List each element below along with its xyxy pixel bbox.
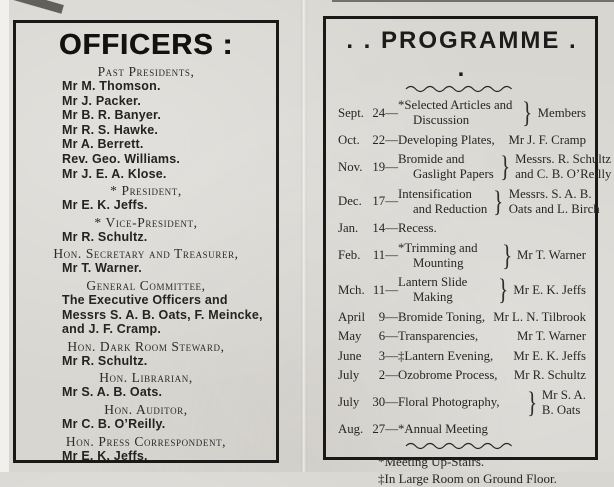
date-dash: — — [385, 159, 398, 174]
entry-presenter — [515, 152, 611, 182]
officers-section — [26, 278, 266, 337]
description-line: *Trimming and — [398, 240, 478, 255]
entry-right-group — [494, 152, 612, 182]
description-line: Discussion — [413, 113, 470, 127]
entry-description — [398, 349, 493, 364]
entry-right-group — [491, 310, 586, 325]
programme-title: . . PROGRAMME . . — [346, 27, 578, 82]
officer-name: The Executive Officers and Messrs S. A. B. Oats, F. Meincke, and J. F. Cramp. — [62, 292, 263, 337]
section-heading: * President, — [110, 183, 182, 199]
officers-section — [26, 183, 266, 213]
description-line: Mounting — [413, 255, 464, 270]
entry-day: 6 — [378, 329, 386, 343]
entry-month: July — [338, 395, 360, 409]
date-dash: — — [385, 368, 398, 382]
entry-presenter — [517, 329, 586, 344]
entry-month: Oct. — [338, 132, 360, 147]
entry-date — [338, 395, 398, 410]
officer-name: Mr R. Schultz. — [62, 353, 148, 368]
entry-day: 19 — [372, 159, 386, 174]
entry-description — [398, 221, 437, 236]
programme-entry — [338, 422, 586, 437]
description-line: Intensification — [398, 186, 472, 201]
officer-name: Mr R. Schultz. — [62, 229, 148, 244]
entry-date — [338, 221, 398, 236]
brace-glyph: } — [493, 184, 504, 218]
entry-presenter — [517, 248, 586, 263]
presenter-line: Mr J. F. Cramp — [508, 132, 586, 147]
officer-name: Mr B. R. Banyer. — [62, 108, 162, 123]
programme-entry — [338, 385, 586, 419]
entry-date — [338, 349, 398, 364]
section-heading: Hon. Dark Room Steward, — [67, 338, 225, 354]
entry-date — [338, 422, 398, 437]
entry-right-group — [515, 329, 586, 344]
description-line: *Selected Articles and — [398, 98, 513, 112]
programme-page — [323, 16, 612, 486]
description-line: Bromide and — [398, 152, 465, 166]
programme-entry — [338, 368, 586, 383]
date-dash: — — [385, 132, 398, 147]
programme-entry — [338, 275, 586, 305]
brace-glyph: } — [498, 273, 509, 306]
entry-right-group — [506, 133, 586, 148]
entry-date — [338, 283, 398, 298]
description-line: Recess. — [398, 221, 437, 235]
entry-description — [398, 329, 478, 344]
officer-name: Mr E. K. Jeffs. — [62, 448, 148, 463]
entry-day: 22 — [372, 132, 386, 147]
date-dash: — — [385, 282, 398, 297]
entry-presenter — [509, 187, 600, 217]
entry-day: 9 — [378, 309, 386, 324]
officer-name: Rev. Geo. Williams. — [62, 151, 181, 166]
entry-day: 27 — [372, 422, 386, 436]
page-fold-crease — [301, 0, 307, 472]
entry-month: Aug. — [338, 422, 364, 436]
description-line: Gaslight Papers — [413, 167, 494, 181]
presenter-line: Mr L. N. Tilbrook — [493, 309, 586, 324]
entry-description — [398, 310, 485, 325]
description-line: Lantern Slide — [398, 275, 468, 289]
programme-entry — [338, 98, 586, 128]
description-line: Making — [413, 290, 453, 304]
entry-month: Feb. — [338, 248, 361, 262]
section-heading: Hon. Secretary and Treasurer, — [53, 246, 239, 262]
entry-month: Sept. — [338, 105, 364, 120]
section-heading: * Vice-President, — [94, 214, 198, 230]
entry-date — [338, 106, 398, 121]
entry-date — [338, 248, 398, 263]
date-dash: — — [385, 329, 398, 343]
programme-entry — [338, 150, 612, 183]
officers-sections — [26, 64, 266, 463]
entry-date — [338, 160, 398, 175]
date-dash: — — [385, 105, 398, 120]
entry-date — [338, 329, 398, 344]
date-dash: — — [385, 309, 398, 324]
programme-entry — [338, 310, 586, 325]
scan-smudge-top-left — [0, 0, 64, 14]
description-line: Floral Photography, — [398, 395, 500, 409]
officers-section — [26, 370, 266, 400]
description-line: Transparencies, — [398, 329, 479, 343]
entry-date — [338, 194, 398, 209]
officers-title: OFFICERS : — [58, 29, 234, 61]
officers-page — [13, 20, 279, 463]
entry-date — [338, 368, 398, 383]
presenter-line: Mr T. Warner — [517, 248, 586, 262]
entry-description — [398, 187, 487, 217]
officer-name: Mr M. Thomson. — [62, 79, 161, 93]
officers-section — [26, 215, 266, 245]
officer-name: Mr A. Berrett. — [62, 137, 144, 152]
section-heading: Hon. Librarian, — [99, 370, 193, 386]
officer-name: Mr E. K. Jeffs. — [62, 198, 148, 213]
entry-presenter — [538, 106, 586, 121]
officers-section — [26, 339, 266, 369]
entry-day: 11 — [372, 248, 386, 262]
brace-glyph: } — [522, 96, 533, 129]
presenter-line: Members — [537, 105, 586, 120]
programme-entry — [338, 184, 600, 218]
entry-right-group — [511, 349, 586, 364]
date-dash: — — [385, 221, 398, 235]
entry-day: 17 — [372, 194, 386, 208]
date-dash: — — [385, 194, 398, 208]
entry-month: Mch. — [338, 282, 365, 297]
presenter-line: B. Oats — [541, 402, 581, 417]
section-heading: Hon. Press Correspondent, — [65, 433, 227, 449]
scan-edge-strip — [0, 0, 9, 472]
presenter-line: Mr E. K. Jeffs — [513, 282, 586, 297]
entry-description — [398, 395, 500, 410]
section-heading: Hon. Auditor, — [104, 401, 188, 417]
entry-day: 24 — [372, 105, 386, 120]
brace-glyph: } — [499, 150, 510, 183]
entry-presenter — [513, 283, 586, 298]
entry-description — [398, 98, 512, 128]
entry-day: 30 — [372, 395, 386, 409]
entry-right-group — [521, 385, 587, 419]
entry-description — [398, 275, 467, 305]
footnote-ground-floor: ‡In Large Room on Ground Floor. — [378, 471, 557, 486]
entry-month: May — [338, 329, 362, 343]
brace-glyph: } — [526, 385, 537, 419]
entry-description — [398, 368, 498, 383]
entry-right-group — [516, 96, 586, 129]
date-dash: — — [385, 422, 398, 436]
entry-month: June — [338, 348, 362, 363]
entry-presenter — [493, 310, 586, 325]
entry-month: Dec. — [338, 194, 362, 208]
entry-description — [398, 133, 495, 148]
presenter-line: Mr E. K. Jeffs — [513, 348, 586, 363]
entry-month: Jan. — [338, 221, 359, 235]
programme-entry — [338, 238, 586, 272]
entry-right-group — [487, 184, 600, 218]
presenter-line: Messrs. S. A. B. — [508, 186, 592, 201]
programme-entry — [338, 221, 586, 236]
presenter-line: Oats and L. Birch — [508, 201, 600, 216]
description-line: *Annual Meeting — [398, 422, 488, 436]
entry-description — [398, 241, 478, 271]
date-dash: — — [385, 248, 398, 262]
entry-description — [398, 152, 494, 182]
programme-entry — [338, 349, 586, 364]
entry-day: 14 — [372, 221, 386, 235]
section-heading: Past Presidents, — [97, 64, 195, 79]
presenter-line: Mr S. A. — [541, 387, 586, 402]
officers-section — [26, 64, 266, 181]
officer-name: Mr C. B. O’Reilly. — [62, 416, 166, 431]
entry-month: Nov. — [338, 159, 363, 174]
entry-right-group — [512, 368, 586, 383]
entry-day: 2 — [378, 368, 386, 382]
entry-presenter — [542, 388, 586, 418]
description-line: and Reduction — [413, 201, 488, 216]
presenter-line: Mr T. Warner — [517, 329, 586, 343]
officer-name: Mr S. A. B. Oats. — [62, 385, 163, 400]
entry-presenter — [513, 349, 586, 364]
officers-section — [26, 434, 266, 464]
footnote-meeting-upstairs: *Meeting Up-Stairs. — [378, 454, 485, 469]
officer-name: Mr J. E. A. Klose. — [62, 166, 167, 181]
date-dash: — — [385, 348, 398, 363]
presenter-line: and C. B. O’Reilly — [515, 167, 612, 181]
description-line: Ozobrome Process, — [398, 368, 498, 382]
entry-date — [338, 310, 398, 325]
programme-footnotes — [338, 453, 586, 487]
officers-section — [26, 246, 266, 276]
brace-glyph: } — [501, 238, 512, 272]
entry-month: April — [338, 309, 366, 324]
entry-presenter — [514, 368, 586, 383]
programme-entry — [338, 329, 586, 344]
officer-name: Mr R. S. Hawke. — [62, 122, 159, 137]
programme-entry — [338, 133, 586, 148]
section-heading: General Committee, — [86, 277, 206, 293]
entry-description — [398, 422, 488, 437]
officer-name: Mr T. Warner. — [62, 261, 142, 276]
wavy-divider — [404, 84, 520, 93]
officer-name: Mr J. Packer. — [62, 93, 142, 108]
programme-entries — [338, 96, 612, 437]
description-line: Developing Plates, — [398, 132, 495, 147]
description-line: ‡Lantern Evening, — [398, 348, 494, 363]
entry-month: July — [338, 368, 360, 382]
officers-section — [26, 402, 266, 432]
entry-day: 11 — [372, 282, 386, 297]
entry-presenter — [508, 133, 586, 148]
presenter-line: Mr R. Schultz — [513, 368, 586, 382]
description-line: Bromide Toning, — [398, 309, 486, 324]
date-dash: — — [385, 395, 398, 409]
entry-right-group — [496, 238, 586, 272]
entry-day: 3 — [378, 348, 386, 363]
wavy-divider — [404, 441, 520, 450]
entry-date — [338, 133, 398, 148]
presenter-line: Messrs. R. Schultz — [515, 152, 612, 166]
entry-right-group — [492, 273, 586, 306]
scan-edge-line-top — [332, 0, 614, 2]
